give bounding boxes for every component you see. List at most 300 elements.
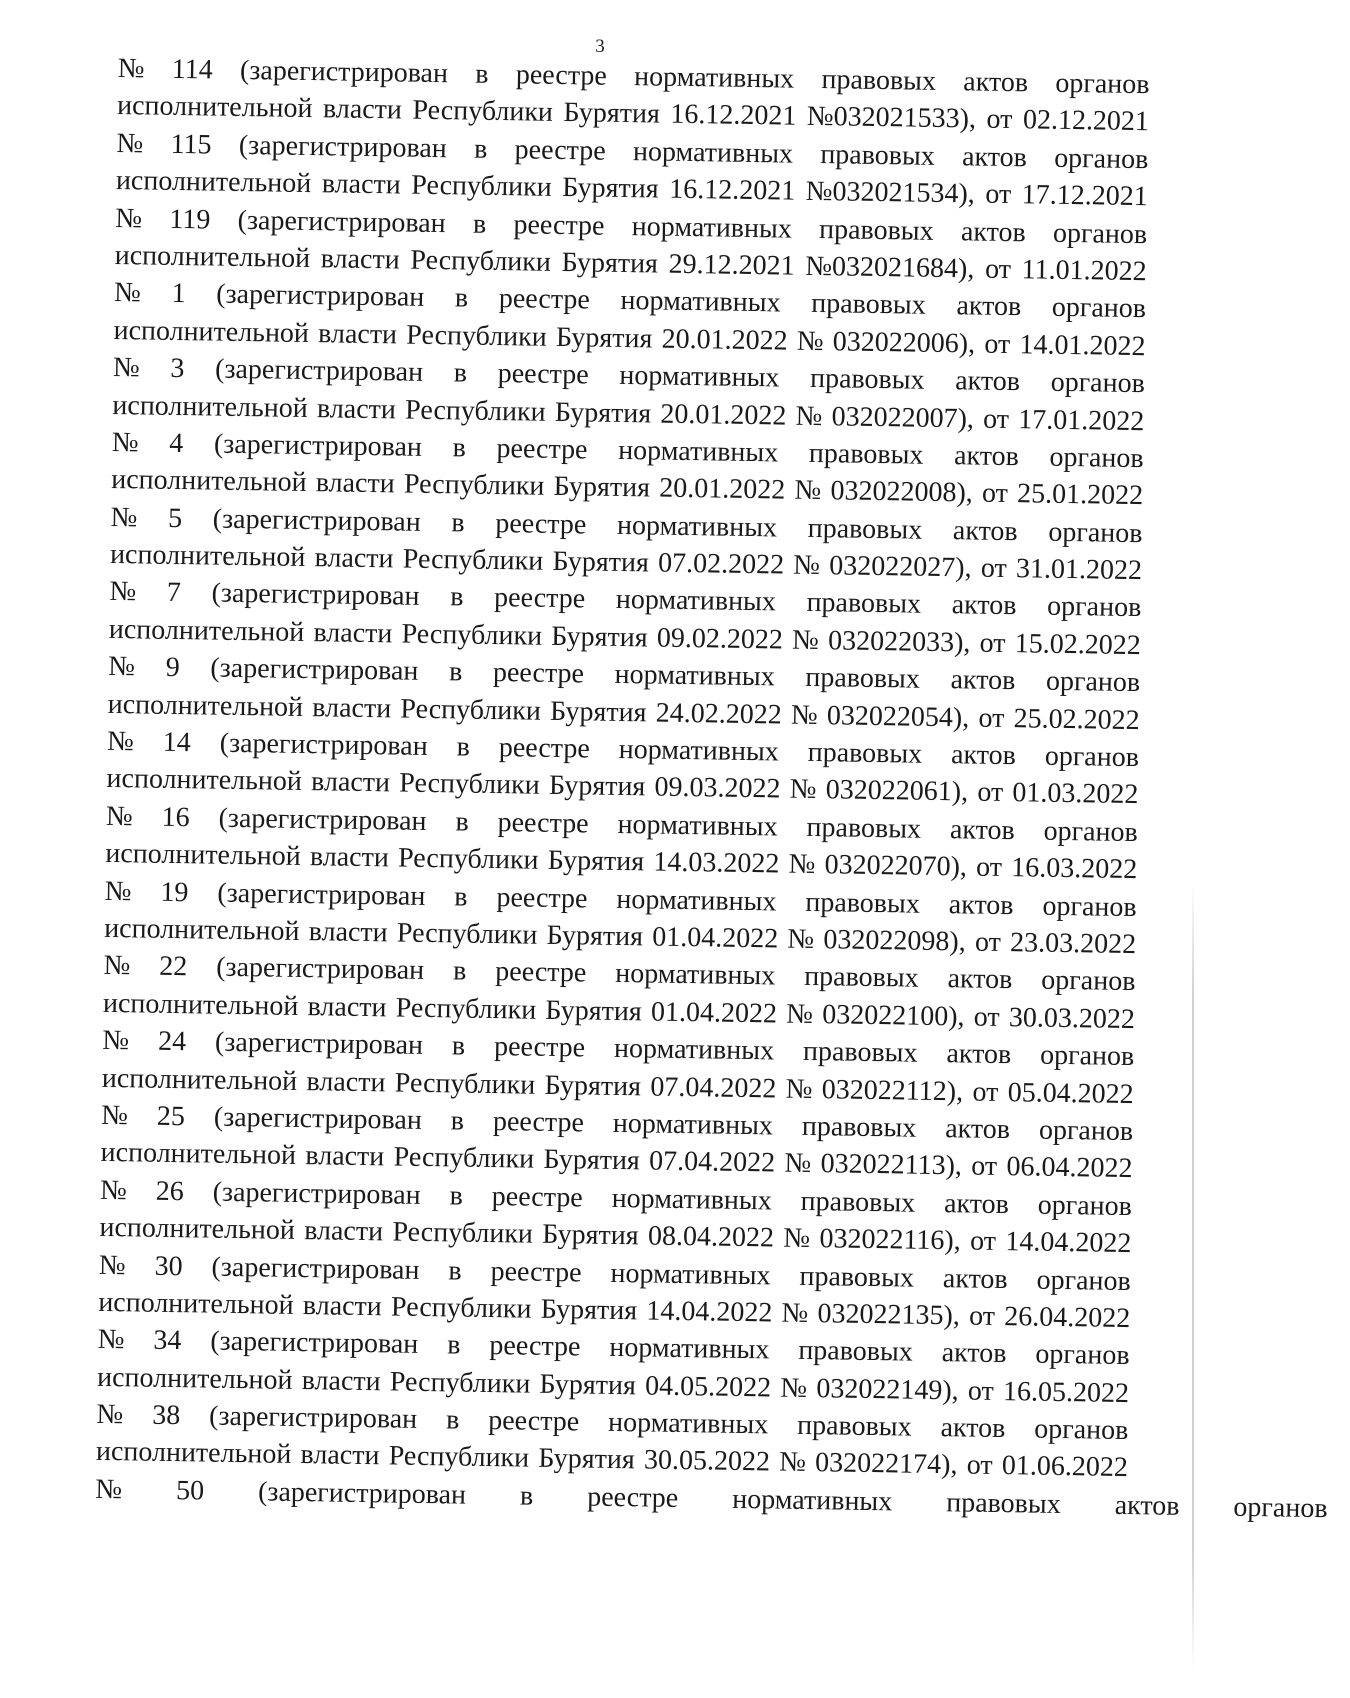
word: (зарегистрирован: [217, 877, 426, 912]
word: органов: [1039, 1039, 1135, 1073]
word: от: [975, 851, 1003, 884]
word: в: [475, 58, 489, 90]
word: Республики: [402, 543, 544, 577]
word: актов: [950, 739, 1017, 772]
word: нормативных: [620, 285, 781, 319]
word: 04.05.2022: [644, 1370, 772, 1404]
word: №: [102, 1025, 130, 1057]
word: Бурятия: [548, 770, 646, 803]
word: 3: [170, 352, 185, 385]
word: 032022070),: [824, 849, 968, 883]
word: 16: [161, 801, 190, 834]
word: власти: [301, 1364, 381, 1397]
word: правовых: [802, 1036, 918, 1069]
word: 1: [171, 278, 186, 310]
word: 14.03.2022: [653, 846, 780, 880]
word: актов: [960, 215, 1026, 248]
word: Бурятия: [551, 620, 648, 654]
page-number: 3: [595, 36, 605, 57]
word: 16.12.2021: [668, 173, 796, 207]
word: органов: [1046, 591, 1142, 624]
word: 032022112),: [821, 1073, 964, 1107]
word: 032022007),: [831, 400, 975, 435]
word: правовых: [805, 886, 921, 920]
word: реестре: [495, 956, 587, 989]
word: нормативных: [611, 1182, 772, 1217]
word: исполнительной: [103, 912, 300, 947]
word: органов: [1048, 516, 1143, 549]
word: 24.02.2022: [655, 697, 782, 731]
word: 01.04.2022: [651, 921, 779, 955]
word: правовых: [811, 288, 926, 322]
word: нормативных: [617, 808, 778, 843]
word: исполнительной: [108, 613, 305, 648]
word: власти: [316, 392, 397, 425]
word: от: [973, 1001, 1000, 1033]
word: от: [982, 403, 1010, 435]
word: исполнительной: [95, 1436, 292, 1471]
word: 09.03.2022: [654, 771, 781, 805]
word: актов: [961, 141, 1028, 174]
word: актов: [949, 813, 1015, 846]
word: реестре: [497, 358, 589, 391]
word: от: [980, 552, 1007, 585]
word: 114: [171, 53, 213, 86]
word: правовых: [798, 1335, 914, 1368]
word: 032022174),: [814, 1447, 958, 1481]
word: власти: [321, 168, 401, 201]
word: исполнительной: [107, 688, 304, 723]
word: органов: [1042, 890, 1137, 923]
word: органов: [1044, 740, 1140, 774]
word: от: [984, 253, 1012, 286]
word: 032022100),: [821, 998, 965, 1033]
word: исполнительной: [102, 987, 299, 1022]
word: реестре: [490, 1255, 582, 1288]
word: 16.12.2021: [670, 99, 797, 133]
word: №: [110, 501, 138, 534]
word: власти: [307, 990, 387, 1024]
word: в: [449, 581, 464, 613]
word: актов: [947, 963, 1013, 996]
word: 20.01.2022: [659, 472, 786, 506]
word: правовых: [803, 961, 919, 995]
word: в: [445, 1404, 460, 1436]
word: актов: [942, 1262, 1008, 1295]
word: нормативных: [616, 883, 777, 918]
word: 25: [156, 1100, 186, 1133]
word: в: [454, 282, 469, 314]
word: 22: [159, 951, 188, 983]
word: 01.03.2022: [1012, 777, 1139, 811]
word: №: [113, 277, 142, 309]
word: (зарегистрирован: [257, 1476, 467, 1511]
word: Бурятия: [547, 845, 645, 878]
word: от: [968, 1300, 996, 1332]
word: реестре: [515, 59, 608, 92]
word: власти: [313, 617, 393, 650]
word: 05.04.2022: [1007, 1076, 1134, 1110]
word: реестре: [514, 134, 606, 167]
word: 50: [175, 1474, 205, 1507]
word: 14.04.2022: [1005, 1226, 1132, 1260]
word: №: [96, 1398, 124, 1431]
word: №: [793, 549, 821, 582]
word: Бурятия: [552, 545, 650, 579]
word: в: [452, 432, 467, 464]
word: актов: [956, 290, 1022, 323]
word: в: [450, 1105, 465, 1137]
word: актов: [963, 66, 1029, 99]
word: 26.04.2022: [1003, 1300, 1131, 1334]
word: Республики: [395, 992, 537, 1026]
word: Республики: [401, 618, 543, 652]
word: 07.04.2022: [650, 1071, 777, 1105]
word: исполнительной: [114, 239, 311, 274]
word: реестре: [587, 1481, 679, 1514]
word: Республики: [392, 1216, 534, 1250]
word: от: [981, 477, 1009, 510]
word: правовых: [799, 1260, 915, 1294]
word: органов: [1035, 1338, 1130, 1372]
word: 02.12.2021: [1022, 104, 1150, 138]
word: (зарегистрирован: [214, 353, 424, 388]
word: Республики: [397, 842, 539, 876]
word: (зарегистрирован: [237, 204, 446, 239]
word: власти: [312, 691, 392, 725]
word: нормативных: [615, 584, 777, 618]
word: власти: [302, 1289, 383, 1323]
word: №032021684),: [805, 250, 975, 285]
word: Республики: [388, 1440, 530, 1475]
word: Бурятия: [544, 1069, 642, 1102]
word: в: [453, 357, 468, 389]
word: (зарегистрирован: [212, 503, 421, 538]
word: Республики: [403, 468, 545, 503]
word: власти: [300, 1439, 380, 1472]
word: актов: [953, 440, 1020, 473]
word: 032022061),: [825, 774, 969, 808]
word: нормативных: [614, 958, 776, 992]
word: 16.05.2022: [1002, 1375, 1130, 1409]
word: №: [109, 576, 137, 608]
word: №: [117, 52, 145, 85]
word: №: [787, 923, 815, 956]
word: (зарегистрирован: [210, 1325, 419, 1361]
word: власти: [303, 1215, 384, 1248]
word: Республики: [389, 1366, 531, 1400]
word: от: [974, 926, 1002, 958]
word: Республики: [396, 917, 538, 951]
word: 4: [169, 427, 184, 459]
word: власти: [314, 542, 394, 575]
word: исполнительной: [113, 314, 310, 349]
word: актов: [943, 1187, 1010, 1220]
word: правовых: [809, 363, 925, 396]
word: (зарегистрирован: [215, 952, 425, 987]
word: актов: [945, 1113, 1011, 1146]
word: нормативных: [632, 135, 794, 170]
word: от: [986, 104, 1013, 136]
word: власти: [306, 1065, 386, 1098]
word: 23.03.2022: [1009, 927, 1137, 961]
word: реестре: [496, 881, 588, 915]
word: в: [449, 1180, 464, 1212]
word: нормативных: [619, 360, 780, 394]
word: №: [784, 1147, 812, 1180]
word: реестре: [492, 1105, 585, 1139]
word: 20.01.2022: [661, 323, 788, 357]
word: 032022008),: [830, 475, 974, 509]
word: Бурятия: [543, 1144, 641, 1177]
word: 11.01.2022: [1021, 254, 1147, 288]
word: в: [456, 731, 471, 763]
word: 25.01.2022: [1016, 478, 1144, 512]
word: правовых: [821, 64, 937, 97]
word: правовых: [807, 736, 923, 770]
word: органов: [1045, 665, 1141, 699]
word: (зарегистрирован: [239, 54, 449, 90]
word: от: [978, 702, 1005, 734]
word: органов: [1052, 217, 1148, 250]
word: 032022149),: [816, 1372, 959, 1407]
word: от: [966, 1449, 993, 1482]
word: реестре: [492, 657, 585, 690]
word: 17.01.2022: [1018, 403, 1145, 437]
word: исполнительной: [100, 1137, 297, 1172]
word: актов: [951, 589, 1017, 622]
word: нормативных: [731, 1483, 893, 1518]
word: реестре: [493, 1031, 586, 1064]
word: №: [788, 848, 816, 881]
word: органов: [1034, 1413, 1129, 1447]
word: органов: [1055, 67, 1150, 101]
word: актов: [952, 514, 1018, 547]
word: в: [448, 656, 463, 688]
word: органов: [1051, 292, 1147, 325]
word: нормативных: [610, 1257, 771, 1291]
word: нормативных: [607, 1406, 769, 1441]
word: 14: [162, 726, 192, 759]
word: исполнительной: [116, 90, 313, 125]
word: исполнительной: [105, 838, 301, 873]
word: органов: [1053, 142, 1149, 175]
word: №: [98, 1249, 126, 1281]
word: органов: [1050, 366, 1146, 400]
word: (зарегистрирован: [219, 727, 428, 762]
word: актов: [1114, 1489, 1180, 1522]
word: в: [451, 506, 465, 539]
word: (зарегистрирован: [238, 129, 448, 164]
word: 30.03.2022: [1008, 1001, 1136, 1035]
word: правовых: [807, 512, 923, 546]
word: нормативных: [614, 659, 775, 693]
word: №: [112, 352, 140, 384]
word: 31.01.2022: [1015, 553, 1143, 587]
word: №: [795, 400, 823, 432]
word: правовых: [818, 213, 934, 247]
word: 30.05.2022: [643, 1444, 771, 1478]
word: 07.04.2022: [648, 1145, 776, 1179]
word: (зарегистрирован: [213, 1101, 423, 1136]
word: №: [778, 1447, 807, 1479]
word: власти: [308, 916, 388, 949]
word: 7: [166, 577, 182, 609]
word: от: [971, 1150, 998, 1183]
word: Республики: [399, 767, 540, 802]
word: от: [984, 328, 1011, 360]
word: 032022116),: [819, 1223, 961, 1257]
word: исполнительной: [101, 1062, 298, 1097]
word: 29.12.2021: [668, 248, 795, 282]
word: в: [519, 1480, 534, 1512]
word: Бурятия: [546, 919, 644, 953]
word: от: [969, 1225, 997, 1258]
word: 06.04.2022: [1006, 1151, 1133, 1185]
word: нормативных: [618, 733, 780, 768]
word: 032022135),: [817, 1298, 961, 1332]
word: реестре: [497, 806, 589, 840]
word: №: [103, 950, 131, 982]
word: нормативных: [616, 509, 778, 544]
word: исполнительной: [115, 165, 312, 200]
word: №: [99, 1174, 128, 1206]
word: Республики: [410, 244, 552, 278]
word: 17.12.2021: [1021, 179, 1149, 213]
word: в: [448, 1254, 462, 1287]
word: (зарегистрирован: [213, 428, 423, 463]
word: 032022006),: [832, 325, 976, 360]
word: реестре: [513, 208, 605, 242]
word: Бурятия: [562, 172, 659, 205]
word: Республики: [404, 394, 546, 428]
word: Республики: [390, 1291, 532, 1325]
word: 032022098),: [823, 924, 966, 958]
word: 01.06.2022: [1001, 1450, 1129, 1484]
word: Бурятия: [542, 1218, 639, 1252]
word: актов: [940, 1412, 1006, 1445]
word: Бурятия: [539, 1368, 637, 1401]
word: реестре: [491, 1180, 584, 1214]
word: правовых: [945, 1487, 1061, 1520]
word: Бурятия: [540, 1293, 638, 1327]
word: в: [451, 1030, 466, 1062]
word: органов: [1049, 441, 1144, 475]
word: №: [105, 800, 133, 833]
word: 5: [167, 502, 183, 534]
word: от: [979, 627, 1006, 659]
word: Бурятия: [538, 1443, 635, 1476]
word: исполнительной: [109, 539, 306, 574]
word: актов: [941, 1337, 1007, 1370]
word: 30: [154, 1250, 183, 1282]
word: Бурятия: [553, 471, 651, 504]
word: Бурятия: [554, 396, 652, 429]
word: 032022113),: [820, 1148, 963, 1182]
word: власти: [305, 1140, 385, 1173]
word: от: [972, 1076, 999, 1108]
word: правовых: [806, 587, 922, 621]
word: Бурятия: [555, 321, 653, 355]
word: реестре: [498, 283, 591, 316]
word: реестре: [493, 582, 586, 615]
word: органов: [1036, 1264, 1131, 1297]
word: правовых: [806, 811, 922, 845]
word: 09.02.2022: [656, 622, 784, 656]
word: нормативных: [613, 1033, 775, 1067]
word: от: [985, 178, 1012, 211]
word: 032022033),: [827, 625, 971, 659]
word: (зарегистрирован: [211, 578, 420, 613]
word: Республики: [393, 1141, 535, 1175]
word: реестре: [489, 1330, 581, 1363]
document-body: [95, 50, 1328, 1525]
word: Республики: [412, 95, 554, 129]
word: №: [111, 426, 139, 459]
word: власти: [320, 243, 400, 276]
word: правовых: [796, 1409, 912, 1443]
word: №: [791, 624, 820, 656]
word: 20.01.2022: [660, 398, 787, 432]
word: 26: [155, 1175, 184, 1207]
word: №: [95, 1473, 123, 1506]
word: в: [452, 955, 467, 987]
word: №: [786, 998, 814, 1030]
word: власти: [317, 317, 398, 351]
word: актов: [946, 1038, 1012, 1071]
word: актов: [948, 888, 1014, 921]
word: органов: [1037, 1189, 1133, 1222]
word: от: [977, 777, 1004, 809]
word: 25.02.2022: [1013, 702, 1140, 736]
word: Бурятия: [545, 994, 643, 1028]
word: нормативных: [631, 210, 793, 245]
word: органов: [1041, 964, 1136, 998]
word: реестре: [496, 432, 588, 466]
word: Бурятия: [561, 246, 659, 280]
word: 01.04.2022: [650, 996, 778, 1030]
word: Республики: [406, 319, 548, 353]
word: реестре: [498, 732, 591, 765]
word: в: [454, 880, 468, 913]
word: 16.03.2022: [1011, 852, 1138, 886]
word: №: [780, 1372, 808, 1404]
word: в: [473, 133, 488, 165]
word: органов: [1043, 815, 1139, 848]
word: власти: [309, 841, 390, 874]
word: №032021533),: [806, 101, 977, 135]
word: (зарегистрирован: [210, 652, 419, 688]
word: №032021534),: [805, 175, 976, 210]
word: исполнительной: [112, 389, 308, 424]
word: в: [455, 806, 469, 838]
scan-edge-shadow: [1192, 880, 1194, 1670]
word: правовых: [820, 138, 936, 172]
word: 34: [153, 1324, 182, 1357]
word: власти: [315, 467, 395, 500]
word: от: [967, 1375, 995, 1407]
word: в: [447, 1329, 461, 1361]
word: нормативных: [617, 434, 779, 469]
word: нормативных: [609, 1332, 770, 1366]
word: 9: [165, 652, 180, 684]
word: 14.04.2022: [646, 1295, 773, 1329]
word: Республики: [394, 1067, 536, 1101]
word: власти: [322, 93, 403, 126]
word: 14.01.2022: [1019, 328, 1146, 362]
word: №: [97, 1324, 125, 1356]
word: №: [106, 725, 135, 758]
